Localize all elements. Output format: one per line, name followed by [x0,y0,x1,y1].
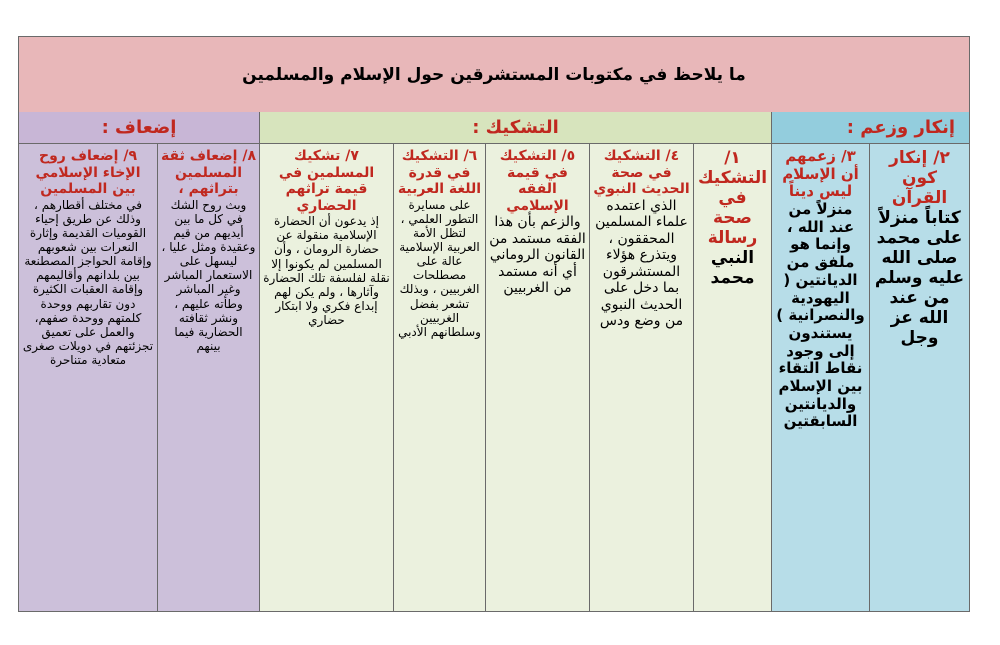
column-body: وبث روح الشك في كل ما بين أيديهم من قيم وعقيدة ومثل عليا ، ليسهل على الاستعمار المباشر وغير المباشر وطأته عليهم ، ونشر ثقافته الحضارية فيما بينهم [161,197,256,354]
column-body: والزعم بأن هذا الفقه مستمد من القانون الروماني أي أنه مستمد من الغربيين [489,214,586,297]
column-heading: ٥/ التشكيك في قيمة الفقه الإسلامي [499,148,576,214]
column-weaken-trust [157,144,259,611]
group-header-weakening: إضعاف : [19,112,259,144]
column-heading: ١/ التشكيك في صحة رسالة [697,148,768,249]
column-doubt-prophethood [693,144,771,611]
column-body: منزلاً من عند الله ، وإنما هو ملفق من الديانتين ( اليهودية والنصرانية ) يستندون إلى وجود نقاط التقاء بين الإسلام والديانتين السابقتين [776,200,865,431]
column-islam-claim [771,144,869,611]
column-body: على مسايرة التطور العلمي ، لتظل الأمة العربية الإسلامية عالة على مصطلحات الغربيين ، وبذلك تشعر بفضل الغربيين وسلطانهم الأدبي [398,197,481,339]
column-weaken-brotherhood [19,144,157,611]
column-quran-denial [869,144,969,611]
column-body: كتاباً منزلاً على محمد صلى الله عليه وسلم من عند الله عز وجل [874,208,965,349]
column-heading: ٩/ إضعاف روح الإخاء الإسلامي بين المسلمين [35,148,141,198]
column-doubt-arabic [393,144,485,611]
column-heading: ٨/ إضعاف ثقة المسلمين بتراثهم ، [161,148,256,198]
column-body: النبي محمد [710,248,755,289]
column-body: في مختلف أقطارهم ، وذلك عن طريق إحياء القوميات القديمة وإثارة النعرات بين شعوبهم وإقامة الحواجز المصطنعة بين بلدانهم وأقاليمهم وإقامة العقبات الكثيرة دون تقاربهم ووحدة كلمتهم ووحدة صفهم، والعمل على تعميق تجزئتهم في دويلات صغرى متعادية متناحرة [22,197,154,368]
column-heading: ٤/ التشكيك في صحة الحديث النبوي [593,148,690,198]
column-heading: ٢/ إنكار كون القرآن [889,148,950,209]
column-heading: ٧/ تشكيك المسلمين في قيمة تراثهم الحضاري [278,148,375,214]
column-body: الذي اعتمده علماء المسلمين المحققون ، ويتذرع هؤلاء المستشرقون بما دخل على الحديث النبوي من وضع ودس [595,197,688,330]
column-doubt-fiqh [485,144,589,611]
table-title: ما يلاحظ في مكتوبات المستشرقين حول الإسلام والمسلمين [19,37,969,113]
column-doubt-hadith [589,144,693,611]
column-body: إذ يدعون أن الحضارة الإسلامية منقولة عن حضارة الرومان ، وأن المسلمين لم يكونوا إلا نقلة لفلسفة تلك الحضارة وآثارها ، ولم يكن لهم إبداع فكري ولا ابتكار حضاري [263,214,390,328]
column-heading: ٦/ التشكيك في قدرة اللغة العربية [397,148,482,198]
group-header-denial: إنكار وزعم : [771,112,969,144]
group-header-doubt: التشكيك : [259,112,771,144]
comparison-table [18,36,970,612]
column-doubt-heritage [259,144,393,611]
column-heading: ٣/ زعمهم أن الإسلام ليس ديناً [782,147,859,201]
